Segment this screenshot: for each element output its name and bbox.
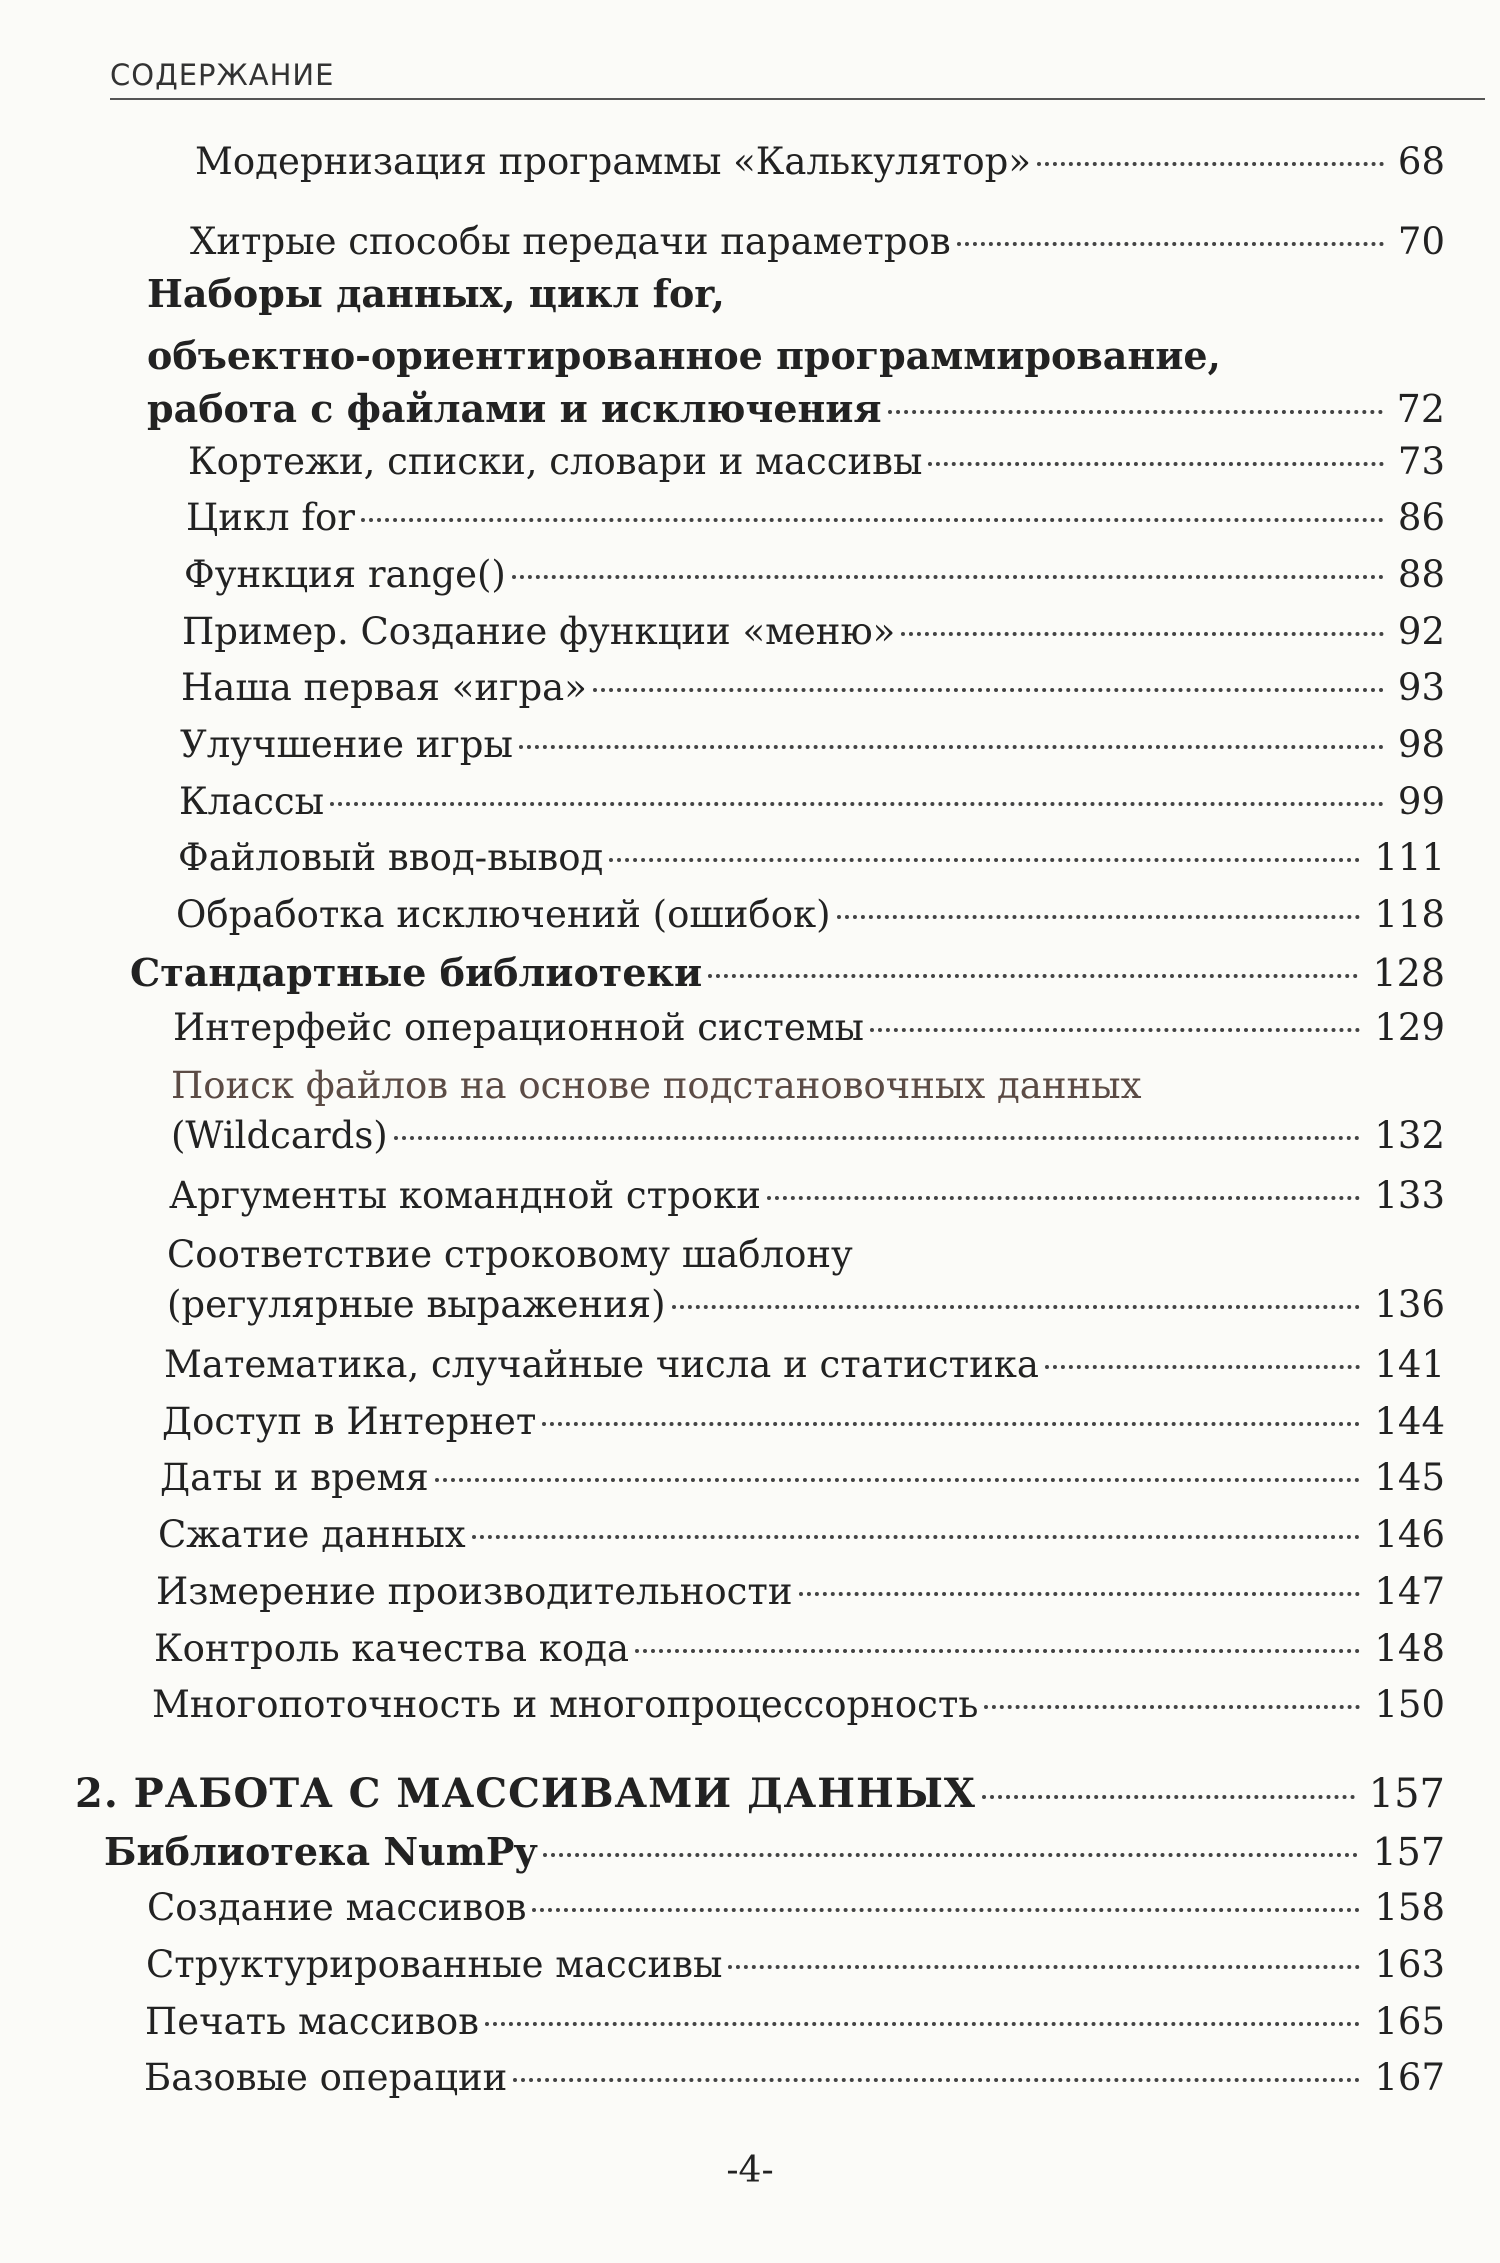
toc-entry-title-line: Соответствие строковому шаблону: [167, 1233, 853, 1276]
dot-leader: [901, 632, 1384, 636]
toc-entry-page: 133: [1374, 1174, 1445, 1217]
toc-entry-title: Наша первая «игра»: [181, 666, 587, 709]
toc-entry-title: Модернизация программы «Калькулятор»: [195, 140, 1031, 183]
header-title: СОДЕРЖАНИЕ: [110, 58, 335, 92]
toc-entry-page: 150: [1374, 1683, 1445, 1726]
toc-entry[interactable]: [160, 1456, 1445, 1499]
toc-chapter-entry[interactable]: [75, 1770, 1445, 1817]
toc-entry-title: Библиотека NumPy: [104, 1829, 537, 1874]
toc-entry-title: Интерфейс операционной системы: [173, 1006, 865, 1049]
dot-leader: [1045, 1365, 1360, 1369]
dot-leader: [435, 1478, 1361, 1482]
toc-entry-title-line: Поиск файлов на основе подстановочных данных: [171, 1064, 1142, 1107]
toc-entry[interactable]: [154, 1627, 1445, 1670]
toc-entry-page: 98: [1397, 723, 1445, 766]
toc-entry-page: 141: [1374, 1343, 1445, 1386]
dot-leader: [635, 1649, 1360, 1653]
toc-entry-page: 136: [1374, 1283, 1445, 1326]
dot-leader: [609, 858, 1360, 862]
toc-entry-title: Доступ в Интернет: [162, 1400, 537, 1443]
dot-leader: [330, 802, 1384, 806]
page-number: -4-: [726, 2150, 774, 2191]
toc-entry-title: Аргументы командной строки: [169, 1174, 761, 1217]
toc-entry-title-line: Наборы данных, цикл for,: [147, 271, 725, 316]
dot-leader: [799, 1592, 1361, 1596]
toc-entry-title: Многопоточность и многопроцессорность: [152, 1683, 979, 1726]
toc-section-entry[interactable]: [130, 950, 1445, 995]
toc-section-entry[interactable]: [104, 1829, 1445, 1874]
toc-entry-page: 165: [1374, 2000, 1445, 2043]
toc-entry[interactable]: [178, 836, 1445, 879]
dot-leader: [837, 915, 1361, 919]
toc-entry[interactable]: [152, 1683, 1445, 1726]
toc-entry[interactable]: [147, 1886, 1445, 1929]
toc-entry[interactable]: [164, 1343, 1445, 1386]
toc-entry-page: 145: [1374, 1456, 1445, 1499]
toc-entry[interactable]: [190, 220, 1445, 263]
toc-entry[interactable]: [169, 1174, 1445, 1217]
dot-leader: [928, 462, 1384, 466]
toc-entry-title: Измерение производительности: [156, 1570, 793, 1613]
toc-entry[interactable]: [158, 1513, 1445, 1556]
toc-entry-page: 93: [1397, 666, 1445, 709]
dot-leader: [984, 1705, 1360, 1709]
toc-entry[interactable]: [186, 496, 1445, 539]
toc-entry-title: Функция range(): [184, 553, 506, 596]
toc-entry-title: Стандартные библиотеки: [130, 950, 703, 995]
dot-leader: [728, 1965, 1360, 1969]
toc-entry-title: Пример. Создание функции «меню»: [182, 610, 896, 653]
toc-entry-title: Даты и время: [160, 1456, 429, 1499]
toc-entry[interactable]: [162, 1400, 1445, 1443]
dot-leader: [767, 1196, 1361, 1200]
toc-entry[interactable]: [181, 666, 1445, 709]
dot-leader: [542, 1422, 1360, 1426]
toc-entry-page: 72: [1396, 387, 1445, 431]
toc-entry-title: Структурированные массивы: [146, 1943, 723, 1986]
dot-leader: [593, 688, 1384, 692]
toc-entry-page: 146: [1374, 1513, 1445, 1556]
toc-entry-page: 128: [1372, 951, 1445, 995]
toc-entry[interactable]: [195, 140, 1445, 183]
toc-entry[interactable]: [144, 2056, 1445, 2099]
dot-leader: [512, 575, 1384, 579]
dot-leader: [513, 2078, 1360, 2082]
dot-leader: [708, 974, 1358, 978]
toc-entry[interactable]: [182, 610, 1445, 653]
dot-leader: [472, 1535, 1361, 1539]
toc-entry-title: Создание массивов: [147, 1886, 527, 1929]
dot-leader: [888, 410, 1383, 414]
toc-entry-title: (регулярные выражения): [167, 1283, 666, 1326]
dot-leader: [532, 1908, 1360, 1912]
dot-leader: [957, 242, 1384, 246]
toc-entry-page: 144: [1374, 1400, 1445, 1443]
toc-entry[interactable]: [167, 1227, 1445, 1326]
toc-entry-page: 88: [1397, 553, 1445, 596]
dot-leader: [982, 1795, 1355, 1799]
running-header: [110, 58, 1485, 100]
toc-entry-page: 111: [1374, 836, 1445, 879]
toc-entry[interactable]: [188, 440, 1445, 483]
dot-leader: [361, 518, 1384, 522]
toc-entry-title: Файловый ввод-вывод: [178, 836, 604, 879]
dot-leader: [394, 1136, 1361, 1140]
toc-entry-title: (Wildcards): [171, 1114, 388, 1157]
toc-entry-title: Печать массивов: [145, 2000, 479, 2043]
toc-entry-title: Улучшение игры: [180, 723, 513, 766]
dot-leader: [485, 2022, 1360, 2026]
toc-entry-title: Хитрые способы передачи параметров: [190, 220, 951, 263]
dot-leader: [672, 1305, 1361, 1309]
toc-entry-page: 68: [1397, 140, 1445, 183]
toc-entry[interactable]: [180, 723, 1445, 766]
toc-entry[interactable]: [179, 780, 1445, 823]
toc-entry-page: 92: [1397, 610, 1445, 653]
toc-entry-title: Математика, случайные числа и статистика: [164, 1343, 1039, 1386]
toc-entry-page: 148: [1374, 1627, 1445, 1670]
toc-entry-page: 158: [1374, 1886, 1445, 1929]
toc-entry-page: 163: [1374, 1943, 1445, 1986]
toc-entry-page: 86: [1397, 496, 1445, 539]
toc-entry-title-line: объектно-ориентированное программирование,: [147, 333, 1221, 378]
dot-leader: [543, 1853, 1359, 1857]
toc-entry-title: работа с файлами и исключения: [147, 386, 882, 431]
toc-entry-page: 118: [1374, 893, 1445, 936]
toc-entry-page: 132: [1374, 1114, 1445, 1157]
toc-entry-title: Базовые операции: [144, 2056, 508, 2099]
dot-leader: [870, 1028, 1360, 1032]
toc-entry-title: Сжатие данных: [158, 1513, 466, 1556]
toc-entry[interactable]: [146, 1943, 1445, 1986]
toc-entry-title: Цикл for: [186, 496, 355, 539]
toc-entry[interactable]: [176, 893, 1445, 936]
toc-entry-title: 2. РАБОТА С МАССИВАМИ ДАННЫХ: [75, 1770, 976, 1817]
dot-leader: [519, 745, 1384, 749]
toc-entry-title: Обработка исключений (ошибок): [176, 893, 831, 936]
toc-entry-page: 99: [1397, 780, 1445, 823]
toc-entry-page: 147: [1374, 1570, 1445, 1613]
toc-entry-title: Контроль качества кода: [154, 1627, 630, 1670]
toc-entry-page: 157: [1372, 1830, 1445, 1874]
dot-leader: [1037, 162, 1384, 166]
toc-entry-page: 70: [1397, 220, 1445, 263]
toc-entry[interactable]: [171, 1058, 1445, 1157]
toc-entry-page: 167: [1374, 2056, 1445, 2099]
toc-entry-title: Кортежи, списки, словари и массивы: [188, 440, 923, 483]
toc-section-entry[interactable]: [147, 262, 1445, 431]
toc-entry-page: 129: [1374, 1006, 1445, 1049]
toc-entry[interactable]: [184, 553, 1445, 596]
toc-entry[interactable]: [156, 1570, 1445, 1613]
toc-entry[interactable]: [173, 1006, 1445, 1049]
toc-entry-page: 73: [1397, 440, 1445, 483]
toc-entry-title: Классы: [179, 780, 325, 823]
toc-entry-page: 157: [1368, 1771, 1445, 1817]
toc-entry[interactable]: [145, 2000, 1445, 2043]
